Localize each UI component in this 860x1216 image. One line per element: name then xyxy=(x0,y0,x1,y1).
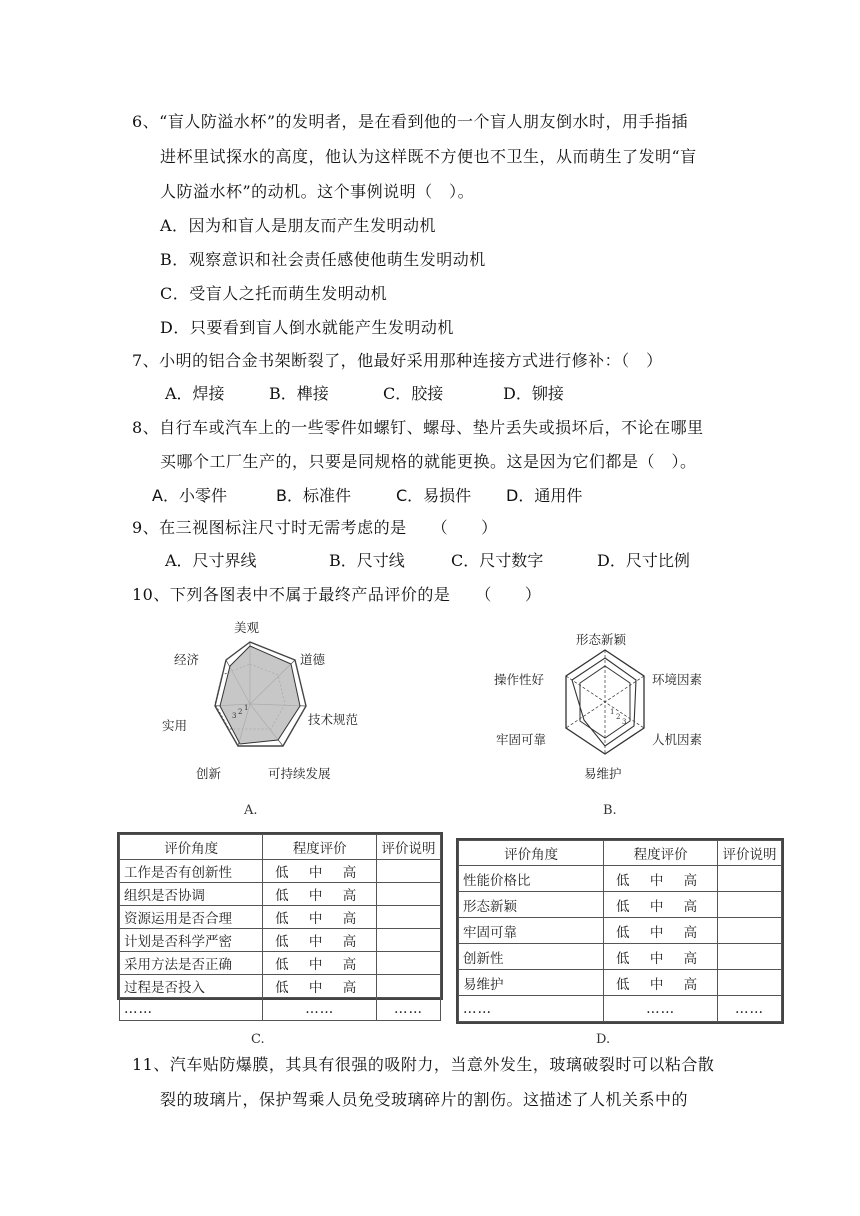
radar-chart-a xyxy=(158,618,408,788)
table-d-cell xyxy=(718,892,782,918)
q7-option-a: A．焊接 xyxy=(165,384,225,403)
q8-option-a: A．小零件 xyxy=(152,486,227,505)
table-d-cell xyxy=(718,866,782,892)
chart-a-label-kechixu: 可持续发展 xyxy=(268,766,331,781)
q8-option-c: C．易损件 xyxy=(396,486,472,505)
table-d-cell: 形态新颖 xyxy=(459,892,604,918)
q6-option-d: D．只要看到盲人倒水就能产生发明动机 xyxy=(160,318,454,337)
q6-option-c: C．受盲人之托而萌生发明动机 xyxy=(160,284,388,303)
table-c-frame xyxy=(117,832,443,1017)
table-d-header: 评价说明 xyxy=(718,841,782,866)
chart-a-label-daode: 道德 xyxy=(300,652,326,667)
table-d-cell: …… xyxy=(604,996,718,1022)
q8-stem-line1: 8、自行车或汽车上的一些零件如螺钉、螺母、垫片丢失或损坏后，不论在哪里 xyxy=(132,418,704,437)
chart-b-label-yiweihu: 易维护 xyxy=(584,766,622,781)
table-row xyxy=(120,883,441,906)
chart-b-caption: B. xyxy=(603,803,617,818)
chart-b-label-renji: 人机因素 xyxy=(652,732,703,747)
table-c-cell xyxy=(377,883,441,906)
table-c-cell: …… xyxy=(263,998,377,1021)
q9-option-d: D．尺寸比例 xyxy=(597,551,690,570)
q9-option-b: B．尺寸线 xyxy=(329,551,405,570)
table-row xyxy=(120,975,441,998)
svg-text:3: 3 xyxy=(622,718,627,726)
table-d-cell: 低 中 高 xyxy=(604,866,718,892)
chart-b-label-huanjing: 环境因素 xyxy=(652,672,703,687)
svg-text:2: 2 xyxy=(616,713,621,721)
table-c-cell: 低 中 高 xyxy=(263,906,377,929)
radar-chart-b xyxy=(488,628,728,788)
table-d-caption: D. xyxy=(596,1032,611,1047)
chart-b-label-laogu: 牢固可靠 xyxy=(496,732,547,747)
table-row xyxy=(120,929,441,952)
svg-text:1: 1 xyxy=(244,704,249,712)
svg-text:3: 3 xyxy=(232,712,237,720)
table-c-cell: 计划是否科学严密 xyxy=(120,929,263,952)
table-c-cell: 低 中 高 xyxy=(263,929,377,952)
q10-stem: 10、下列各图表中不属于最终产品评价的是 （ ） xyxy=(132,585,542,604)
table-row xyxy=(120,860,441,883)
q7-stem: 7、小明的铝合金书架断裂了，他最好采用那种连接方式进行修补：（ ） xyxy=(132,351,663,370)
q7-option-d: D．铆接 xyxy=(503,384,564,403)
chart-a-caption: A. xyxy=(244,803,258,818)
table-c-cell: 低 中 高 xyxy=(263,860,377,883)
table-c-cell xyxy=(377,906,441,929)
table-d-cell: 性能价格比 xyxy=(459,866,604,892)
table-d-cell: 低 中 高 xyxy=(604,970,718,996)
table-d-cell: 低 中 高 xyxy=(604,892,718,918)
table-c-cell: 过程是否投入 xyxy=(120,975,263,998)
table-row xyxy=(120,906,441,929)
table-c-cell: 低 中 高 xyxy=(263,975,377,998)
table-d-cell: 易维护 xyxy=(459,970,604,996)
table-c-cell xyxy=(377,929,441,952)
q8-option-d: D．通用件 xyxy=(506,486,583,505)
q6-stem-line2: 进杯里试探水的高度，他认为这样既不方便也不卫生，从而萌生了发明“盲 xyxy=(160,147,697,166)
chart-a-label-chuangxin: 创新 xyxy=(196,766,222,781)
table-c-header: 程度评价 xyxy=(263,835,377,860)
chart-b-label-xingtai: 形态新颖 xyxy=(576,632,627,647)
chart-b-label-caozuo: 操作性好 xyxy=(494,672,545,687)
table-row xyxy=(459,944,782,970)
table-d-header: 评价角度 xyxy=(459,841,604,866)
q8-stem-line2: 买哪个工厂生产的，只要是同规格的就能更换。这是因为它们都是（ ）。 xyxy=(160,452,697,471)
table-row xyxy=(120,952,441,975)
table-c-cell: 资源运用是否合理 xyxy=(120,906,263,929)
table-c-cell xyxy=(377,952,441,975)
q7-option-c: C．胶接 xyxy=(383,384,444,403)
chart-a-label-meiguan: 美观 xyxy=(234,620,260,635)
q8-option-b: B．标准件 xyxy=(276,486,351,505)
table-row xyxy=(459,996,782,1022)
q9-option-a: A．尺寸界线 xyxy=(165,551,257,570)
table-c-cell: …… xyxy=(120,998,263,1021)
table-c-cell: 低 中 高 xyxy=(263,883,377,906)
q6-stem-line1: 6、“盲人防溢水杯”的发明者，是在看到他的一个盲人朋友倒水时，用手指插 xyxy=(132,112,689,131)
table-c-cell: …… xyxy=(377,998,441,1021)
q11-stem-line1: 11、汽车贴防爆膜，其具有很强的吸附力，当意外发生，玻璃破裂时可以粘合散 xyxy=(132,1055,715,1074)
table-c-header: 评价角度 xyxy=(120,835,263,860)
table-d-cell xyxy=(718,918,782,944)
table-d xyxy=(458,840,782,1022)
table-c-header: 评价说明 xyxy=(377,835,441,860)
q7-option-b: B．榫接 xyxy=(269,384,329,403)
table-c-caption: C. xyxy=(251,1032,265,1047)
table-d-cell: 低 中 高 xyxy=(604,944,718,970)
table-d-cell: 低 中 高 xyxy=(604,918,718,944)
table-row xyxy=(459,918,782,944)
table-row xyxy=(120,998,441,1021)
table-c xyxy=(119,834,441,1021)
q6-option-b: B．观察意识和社会责任感使他萌生发明动机 xyxy=(160,250,486,269)
svg-text:2: 2 xyxy=(238,708,243,716)
chart-a-label-shiyong: 实用 xyxy=(162,718,188,733)
q8-options xyxy=(152,485,712,507)
q6-stem-line3: 人防溢水杯”的动机。这个事例说明（ ）。 xyxy=(160,182,475,201)
table-c-header-row xyxy=(120,835,441,860)
table-c-cell: 低 中 高 xyxy=(263,952,377,975)
q6-option-a: A．因为和盲人是朋友而产生发明动机 xyxy=(160,216,437,235)
q9-options xyxy=(165,550,725,572)
table-row xyxy=(459,892,782,918)
table-row xyxy=(459,866,782,892)
table-d-header: 程度评价 xyxy=(604,841,718,866)
table-row xyxy=(459,970,782,996)
table-d-header-row xyxy=(459,841,782,866)
q9-stem: 9、在三视图标注尺寸时无需考虑的是 （ ） xyxy=(132,518,498,537)
table-d-cell xyxy=(718,944,782,970)
table-c-cell xyxy=(377,860,441,883)
table-c-cell: 组织是否协调 xyxy=(120,883,263,906)
table-c-cell xyxy=(377,975,441,998)
table-d-frame xyxy=(456,838,784,1024)
table-d-cell: …… xyxy=(459,996,604,1022)
q11-stem-line2: 裂的玻璃片，保护驾乘人员免受玻璃碎片的割伤。这描述了人机关系中的 xyxy=(160,1090,689,1109)
table-c-cell: 工作是否有创新性 xyxy=(120,860,263,883)
table-d-cell: 创新性 xyxy=(459,944,604,970)
table-d-cell xyxy=(718,970,782,996)
svg-text:1: 1 xyxy=(610,708,615,716)
table-d-cell: …… xyxy=(718,996,782,1022)
table-c-cell: 采用方法是否正确 xyxy=(120,952,263,975)
chart-a-label-jishuguifan: 技术规范 xyxy=(308,712,359,727)
table-d-cell: 牢固可靠 xyxy=(459,918,604,944)
q7-options xyxy=(165,383,725,405)
q9-option-c: C．尺寸数字 xyxy=(451,551,544,570)
chart-a-label-jingji: 经济 xyxy=(174,652,200,667)
